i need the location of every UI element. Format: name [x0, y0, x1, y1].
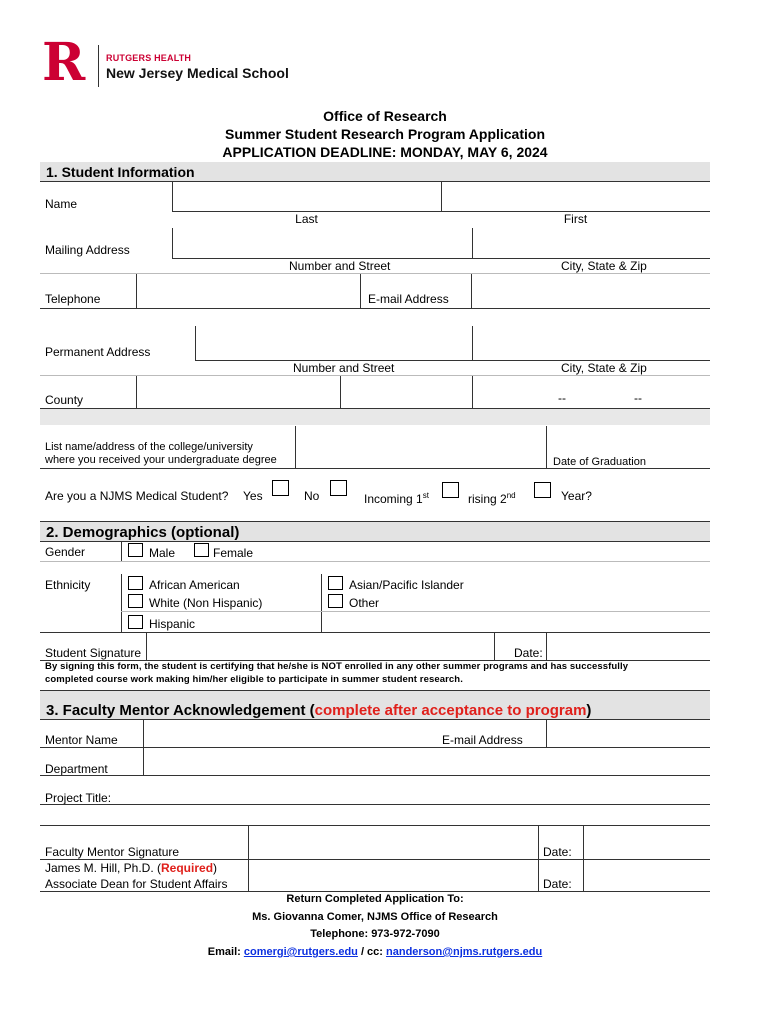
ethnicity-label: Ethnicity: [45, 578, 91, 592]
year-label: Year?: [561, 489, 592, 503]
certification-line2: completed course work making him/her eligible to participate in summer student research.: [45, 674, 463, 685]
permanent-city-caption: City, State & Zip: [561, 361, 647, 375]
permanent-address-label: Permanent Address: [45, 345, 151, 359]
hispanic-checkbox[interactable]: [128, 615, 143, 629]
african-american-checkbox[interactable]: [128, 576, 143, 590]
male-checkbox[interactable]: [128, 543, 143, 557]
faculty-date-field[interactable]: [585, 826, 709, 858]
certification-line1: By signing this form, the student is certifying that he/she is NOT enrolled in any other summer programs and has successfully: [45, 661, 629, 672]
permanent-street-field[interactable]: [197, 327, 471, 359]
student-date-label: Date:: [514, 646, 543, 660]
page-subtitle: Summer Student Research Program Application: [225, 126, 545, 142]
mailing-city-field[interactable]: [474, 229, 709, 257]
email-prefix: Email:: [207, 946, 244, 958]
section1-heading: 1. Student Information: [46, 164, 195, 180]
spacer-row: [40, 409, 710, 425]
telephone-label: Telephone: [45, 292, 101, 306]
section3-heading-a: 3. Faculty Mentor Acknowledgement (: [46, 702, 315, 719]
application-deadline: APPLICATION DEADLINE: MONDAY, MAY 6, 2024: [222, 144, 548, 160]
other-label: Other: [349, 596, 380, 610]
faculty-signature-label: Faculty Mentor Signature: [45, 845, 180, 859]
email-link-anderson[interactable]: nanderson@njms.rutgers.edu: [386, 946, 543, 958]
incoming-label: [364, 489, 429, 506]
female-label: Female: [213, 546, 254, 560]
faculty-date-label: Date:: [543, 845, 572, 859]
dean-signature-field[interactable]: [250, 860, 536, 890]
permanent-city-field[interactable]: [474, 327, 709, 359]
white-label: White (Non Hispanic): [149, 596, 263, 610]
project-title-field[interactable]: [120, 777, 709, 803]
student-date-field[interactable]: [548, 633, 709, 659]
hill-text-a: James M. Hill, Ph.D. (: [45, 861, 162, 875]
faculty-signature-field[interactable]: [250, 826, 536, 858]
dean-date-field[interactable]: [585, 860, 709, 890]
rising-checkbox[interactable]: [534, 482, 551, 498]
name-label: Name: [45, 197, 78, 211]
graduation-date-field[interactable]: [548, 427, 709, 453]
asian-checkbox[interactable]: [328, 576, 343, 590]
permanent-street-caption: Number and Street: [293, 361, 395, 375]
dash-2: --: [634, 391, 642, 405]
project-title-label: Project Title:: [45, 791, 112, 805]
return-telephone: Telephone: 973-972-7090: [310, 928, 440, 940]
mentor-email-field[interactable]: [548, 720, 709, 746]
student-signature-field[interactable]: [148, 633, 492, 659]
hill-text-b: ): [213, 861, 218, 875]
yes-checkbox[interactable]: [272, 480, 289, 496]
last-caption: Last: [295, 212, 318, 226]
dash-1: --: [558, 391, 566, 405]
student-signature-label: Student Signature: [45, 646, 142, 660]
last-name-field[interactable]: [174, 183, 440, 210]
asian-label: Asian/Pacific Islander: [349, 578, 464, 592]
department-field[interactable]: [145, 748, 709, 774]
incoming-text: Incoming 1: [364, 492, 423, 506]
first-name-field[interactable]: [443, 183, 709, 210]
male-label: Male: [149, 546, 176, 560]
gender-label: Gender: [45, 545, 86, 559]
njms-question: Are you a NJMS Medical Student?: [45, 489, 229, 503]
page-title: Office of Research: [323, 108, 447, 124]
dean-date-label: Date:: [543, 877, 572, 891]
county-field[interactable]: [138, 377, 338, 407]
logo-r-mark: R: [42, 32, 86, 93]
logo-line2: New Jersey Medical School: [106, 65, 289, 81]
college-field[interactable]: [297, 427, 544, 467]
rising-sup: nd: [506, 491, 516, 500]
return-heading: Return Completed Application To:: [286, 893, 464, 905]
african-american-label: African American: [149, 578, 240, 592]
rising-label: [468, 489, 516, 506]
email-link-comer[interactable]: comergi@rutgers.edu: [243, 946, 358, 958]
female-checkbox[interactable]: [194, 543, 209, 557]
section3-heading: [46, 702, 591, 719]
first-caption: First: [563, 212, 588, 226]
hill-label: [45, 861, 217, 875]
telephone-field[interactable]: [138, 275, 358, 307]
section2-heading: 2. Demographics (optional): [46, 524, 240, 541]
incoming-sup: st: [422, 491, 429, 500]
mailing-street-field[interactable]: [174, 229, 471, 257]
rising-text: rising 2: [468, 492, 507, 506]
associate-dean-label: Associate Dean for Student Affairs: [45, 877, 228, 891]
email-label: E-mail Address: [368, 292, 449, 306]
no-checkbox[interactable]: [330, 480, 347, 496]
mentor-name-label: Mentor Name: [45, 733, 118, 747]
mentor-name-field[interactable]: [145, 720, 435, 746]
return-email: [0, 945, 750, 959]
mailing-city-caption: City, State & Zip: [561, 259, 647, 273]
mailing-address-label: Mailing Address: [45, 243, 130, 257]
section3-heading-b: ): [586, 702, 592, 719]
college-label-line2: where you received your undergraduate degree: [45, 454, 277, 466]
white-checkbox[interactable]: [128, 594, 143, 608]
logo-divider: [98, 45, 99, 87]
no-label: No: [304, 489, 320, 503]
logo-line1: RUTGERS HEALTH: [106, 53, 192, 63]
graduation-caption: Date of Graduation: [553, 456, 646, 468]
mailing-street-caption: Number and Street: [289, 259, 391, 273]
required-label: Required: [161, 861, 214, 875]
email-field[interactable]: [473, 275, 709, 307]
yes-label: Yes: [243, 489, 263, 503]
college-label-line1: List name/address of the college/university: [45, 441, 253, 453]
email-separator: / cc:: [357, 946, 387, 958]
hispanic-label: Hispanic: [149, 617, 196, 631]
county-label: County: [45, 393, 84, 407]
section3-heading-red: complete after acceptance to program: [314, 702, 587, 719]
department-label: Department: [45, 762, 108, 776]
return-contact: Ms. Giovanna Comer, NJMS Office of Research: [252, 911, 498, 923]
incoming-checkbox[interactable]: [442, 482, 459, 498]
other-checkbox[interactable]: [328, 594, 343, 608]
mentor-email-label: E-mail Address: [442, 733, 523, 747]
